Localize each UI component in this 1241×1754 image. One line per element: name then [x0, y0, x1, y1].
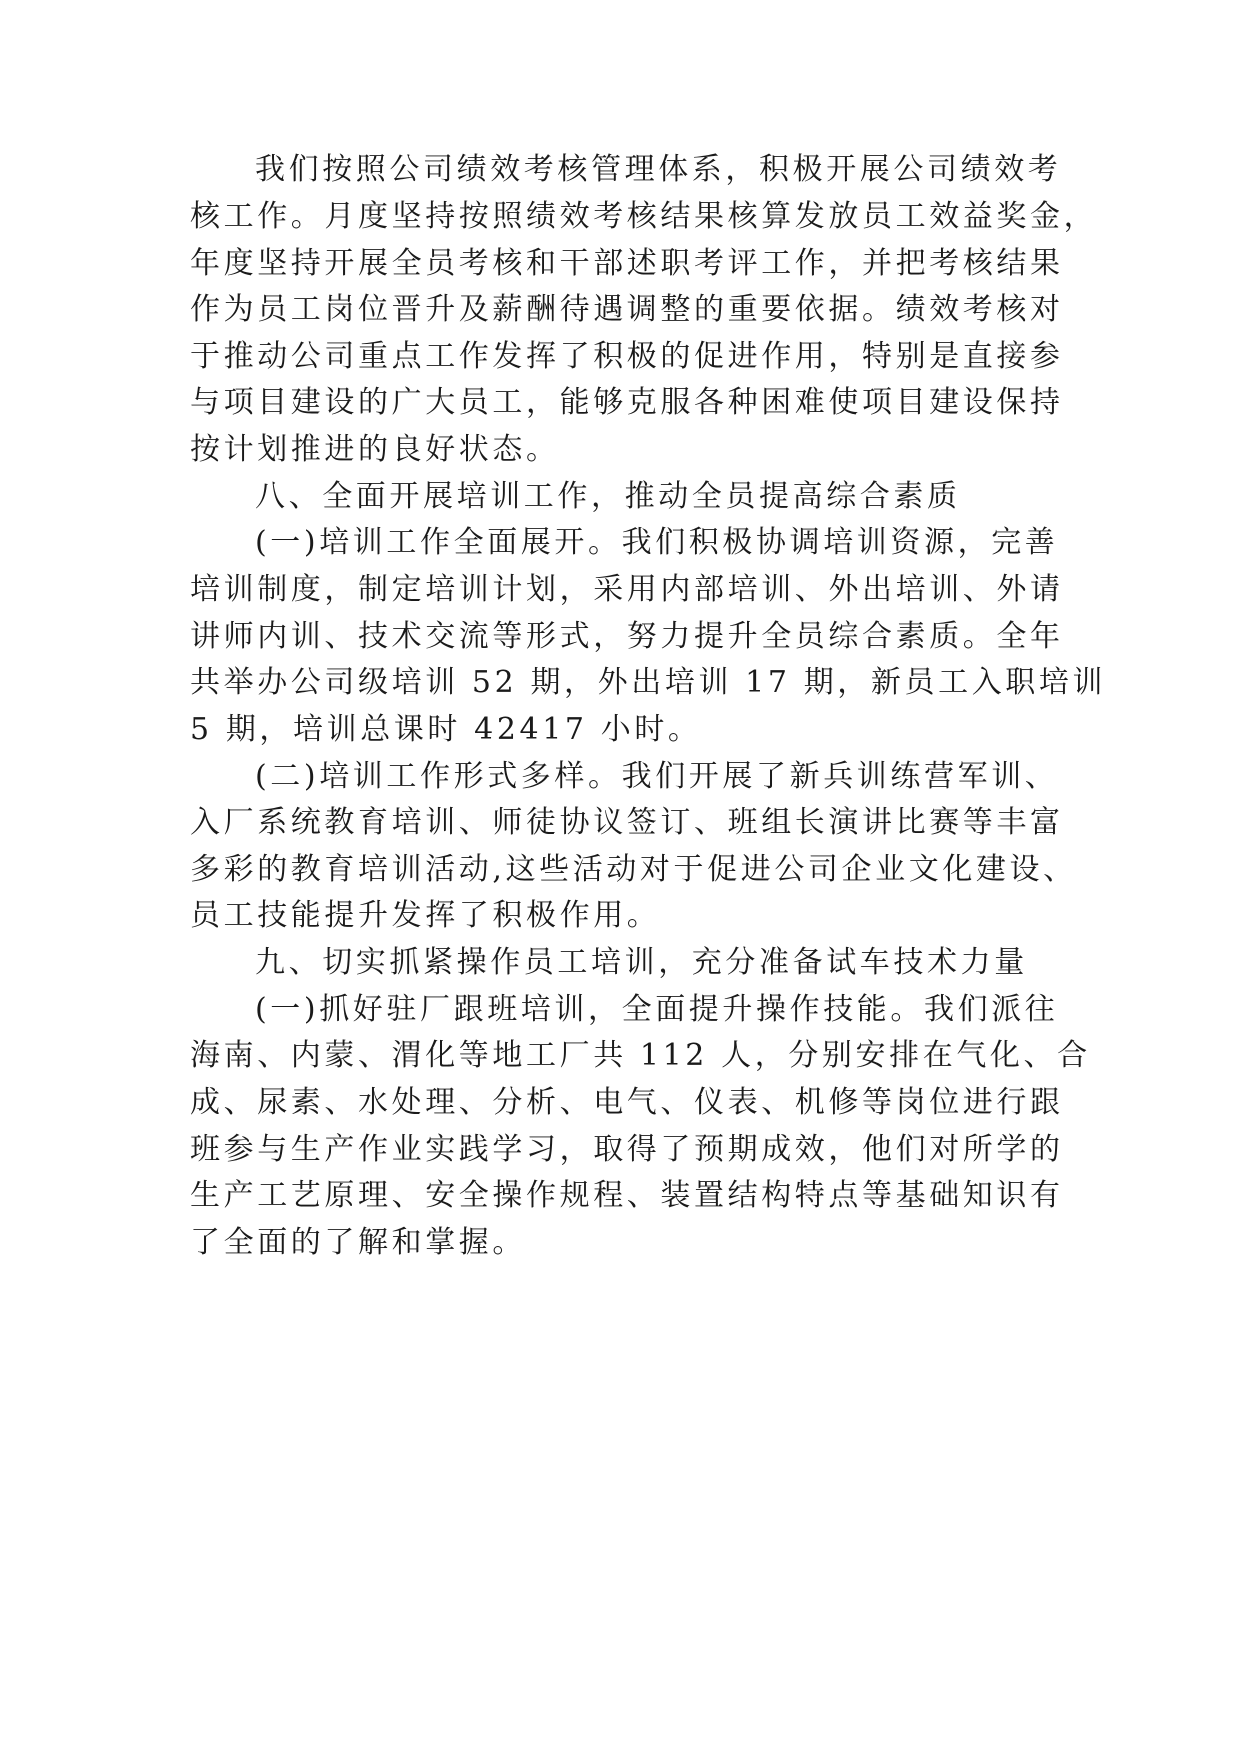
section-heading: 九、切实抓紧操作员工培训，充分准备试车技术力量	[255, 945, 1028, 980]
text-line: 多彩的教育培训活动,这些活动对于促进公司企业文化建设、	[190, 852, 1077, 887]
text-line: 与项目建设的广大员工，能够克服各种困难使项目建设保持	[190, 385, 1064, 420]
text-line: 作为员工岗位晋升及薪酬待遇调整的重要依据。绩效考核对	[190, 292, 1064, 327]
text-line: (二)培训工作形式多样。我们开展了新兵训练营军训、	[255, 759, 1059, 794]
text-line: 入厂系统教育培训、师徒协议签订、班组长演讲比赛等丰富	[190, 805, 1064, 840]
text-line: 培训制度，制定培训计划，采用内部培训、外出培训、外请	[190, 572, 1064, 607]
text-line: 成、尿素、水处理、分析、电气、仪表、机修等岗位进行跟	[190, 1085, 1064, 1120]
text-line: (一)培训工作全面展开。我们积极协调培训资源，完善	[255, 525, 1059, 560]
text-line: 于推动公司重点工作发挥了积极的促进作用，特别是直接参	[190, 339, 1064, 374]
section-heading: 八、全面开展培训工作，推动全员提高综合素质	[255, 479, 961, 514]
text-line: 讲师内训、技术交流等形式，努力提升全员综合素质。全年	[190, 619, 1064, 654]
text-line: 员工技能提升发挥了积极作用。	[190, 898, 661, 933]
text-line: 5 期，培训总课时 42417 小时。	[190, 712, 702, 747]
text-line: 我们按照公司绩效考核管理体系，积极开展公司绩效考	[255, 152, 1062, 187]
text-line: 海南、内蒙、渭化等地工厂共 112 人，分别安排在气化、合	[190, 1038, 1091, 1073]
text-line: 共举办公司级培训 52 期，外出培训 17 期，新员工入职培训	[190, 665, 1107, 700]
text-line: 班参与生产作业实践学习，取得了预期成效，他们对所学的	[190, 1132, 1064, 1167]
text-line: 生产工艺原理、安全操作规程、装置结构特点等基础知识有	[190, 1178, 1064, 1213]
text-line: 年度坚持开展全员考核和干部述职考评工作，并把考核结果	[190, 246, 1064, 281]
text-line: 核工作。月度坚持按照绩效考核结果核算发放员工效益奖金，	[190, 199, 1098, 234]
text-line: 按计划推进的良好状态。	[190, 432, 560, 467]
text-line: (一)抓好驻厂跟班培训，全面提升操作技能。我们派往	[255, 992, 1059, 1027]
text-line: 了全面的了解和掌握。	[190, 1225, 526, 1260]
